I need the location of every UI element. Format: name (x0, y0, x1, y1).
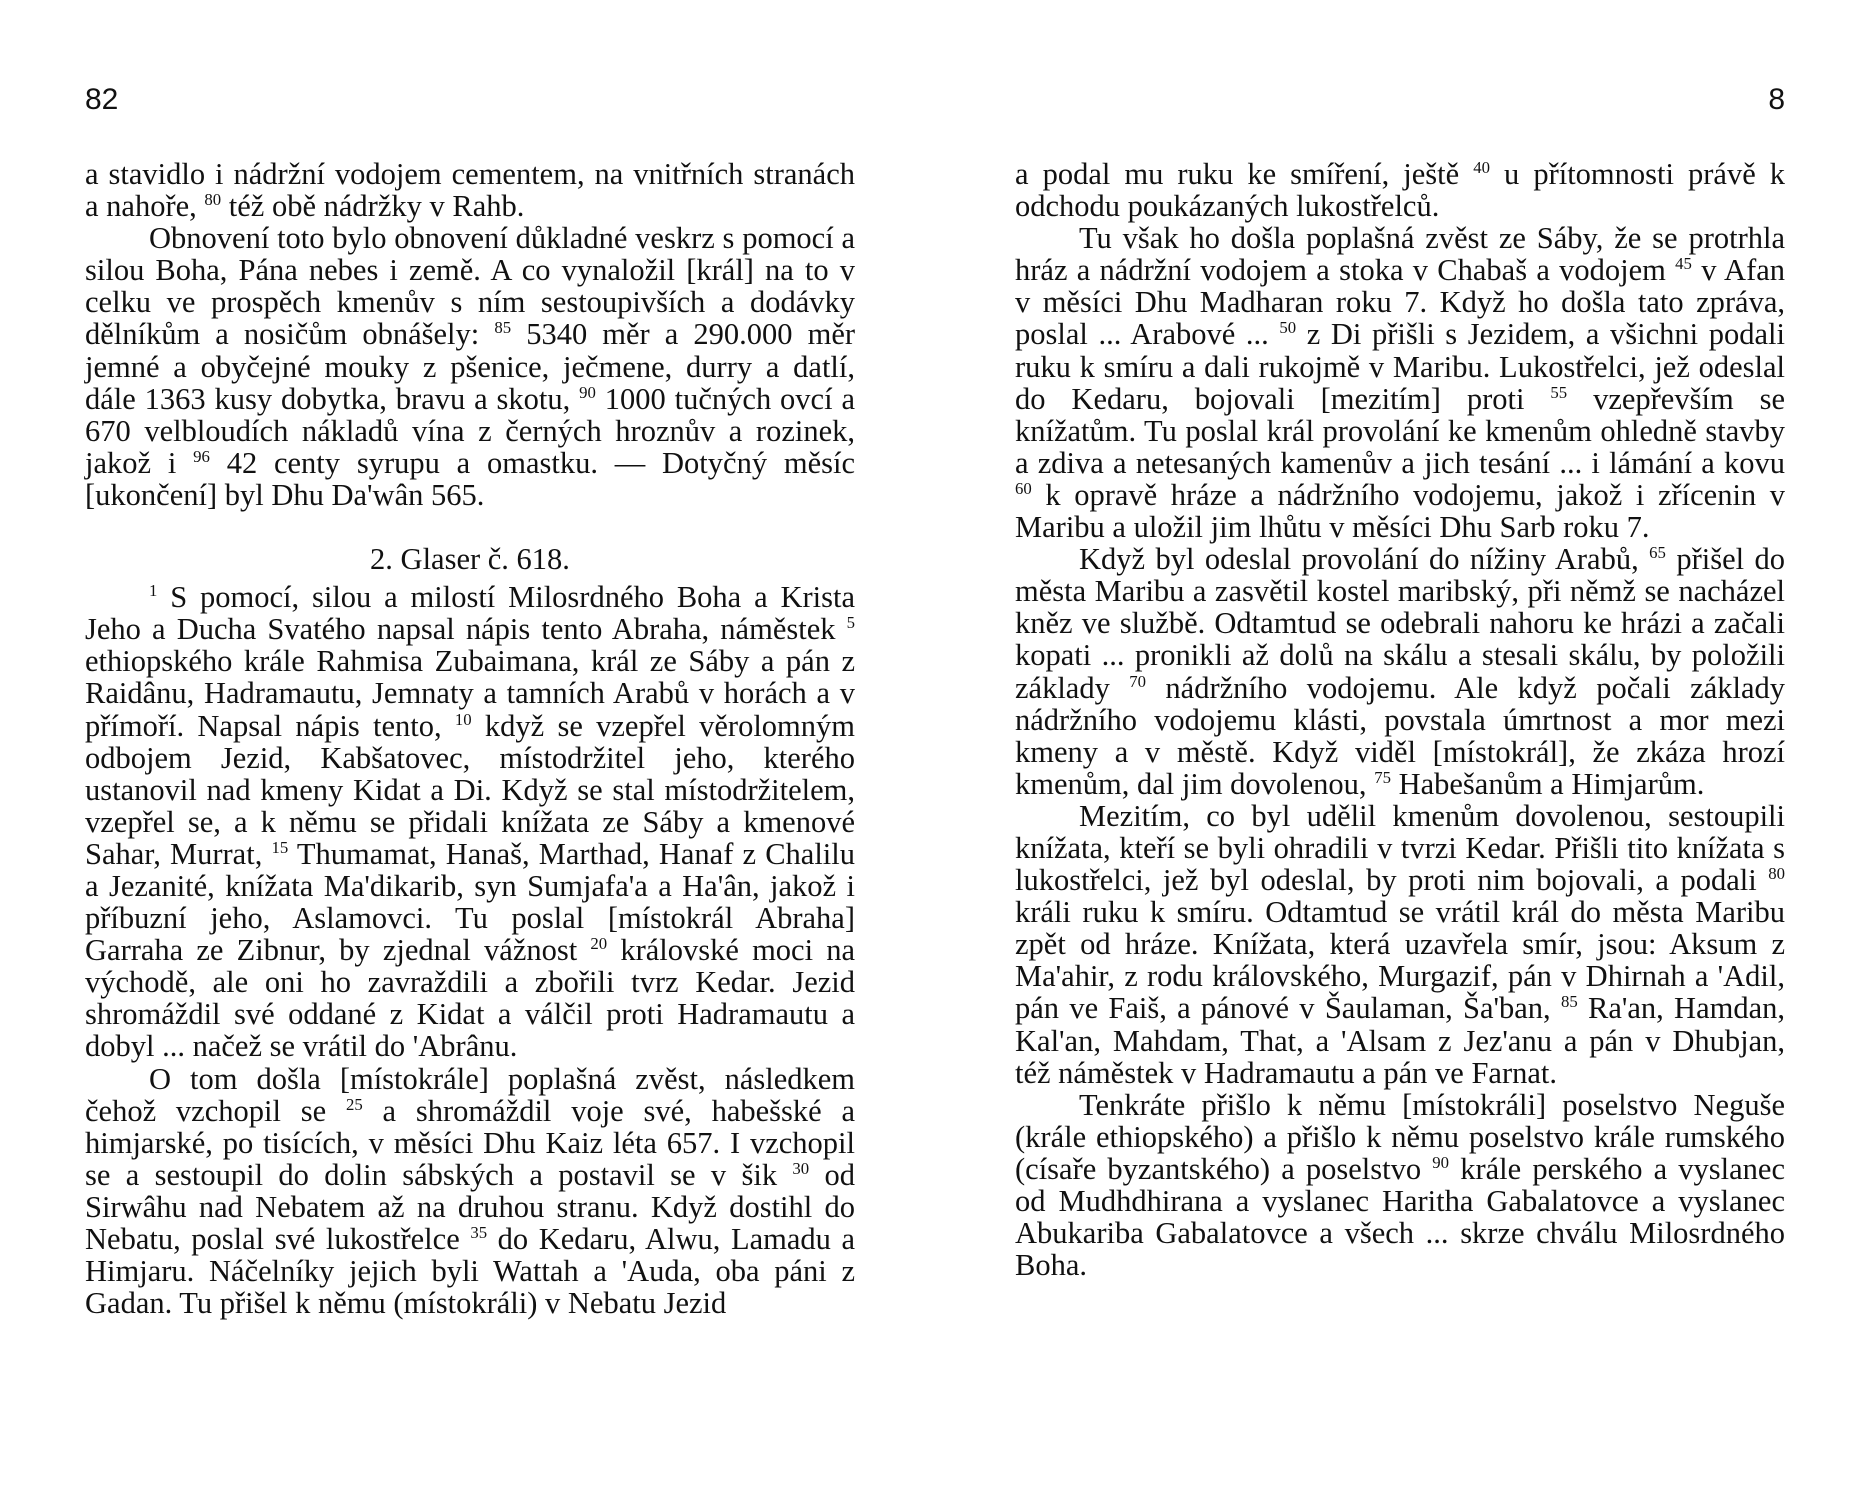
line-marker: 1 (149, 580, 158, 600)
line-marker: 45 (1675, 254, 1692, 274)
line-marker: 50 (1279, 318, 1297, 338)
page-number-right: 8 (1768, 83, 1785, 116)
line-marker: 40 (1473, 157, 1490, 177)
paragraph: Tenkráte přišlo k němu [místokráli] poselstvo Neguše (krále ethiopského) a přišlo k němu poselstvo krále rumského (císaře byzantského) a poselstvo $^{90}$ krále perského a vyslanec od Mudhdhirana a vyslanec Haritha Gabalatovce a vyslanec Abukariba Gabalatovce a všech ... skrze chválu Milosrdného Boha. (1015, 1087, 1786, 1283)
section-heading: 2. Glaser č. 618. (370, 542, 570, 577)
line-marker: 35 (470, 1222, 488, 1242)
line-marker: 65 (1649, 542, 1666, 562)
paragraph: a podal mu ruku ke smíření, ještě $^{40}$ u přítomnosti právě k odchodu poukázaných lukostřelců. (1015, 157, 1786, 224)
line-marker: 96 (193, 446, 210, 466)
line-marker: 15 (271, 837, 289, 857)
line-marker: 85 (494, 318, 512, 338)
right-text-column (1015, 158, 1785, 1281)
line-marker: 10 (454, 709, 472, 729)
line-marker: 55 (1550, 382, 1568, 402)
paragraph: Tu však ho došla poplašná zvěst ze Sáby, že se protrhla hráz a nádržní vodojem a stoka v Chabaš a vodojem $^{45}$ v Afan v měsíci Dhu Madharan roku 7. Když ho došla tato zpráva, poslal ... Arabové ... $^{50}$ z Di přišli s Jezidem, a všichni podali ruku k smíru a dali rukojmě v Maribu. Lukostřelci, jež odeslal do Kedaru, bojovali [mezitím] proti $^{55}$ vzepřevším se knížatům. Tu poslal král provolání ke kmenům ohledně stavby a zdiva a netesaných kamenův a jich tesání ... i lámání a kovu $^{60}$ k opravě hráze a nádržního vodojemu, jakož i zřícenin v Maribu a uložil jim lhůtu v měsíci Dhu Sarb roku 7. (1015, 221, 1786, 545)
line-marker: 85 (1560, 992, 1578, 1012)
line-marker: 75 (1374, 767, 1391, 787)
line-marker: 20 (590, 934, 608, 953)
paragraph: Když byl odeslal provolání do nížiny Arabů, $^{65}$ přišel do města Maribu a zasvětil kostel maribský, při němž se nacházel kněz ve službě. Odtamtud se odebrali nahoru ke hrázi a začali kopati ... pronikli až dolů na skálu a stesali skálu, by položili základy $^{70}$ nádržního vodojemu. Ale když počali základy nádržního vodojemu klásti, povstala úmrtnost a mor mezi kmeny a v městě. Když viděl [místokrál], že zkáza hrozí kmenům, dal jim dovolenou, $^{75}$ Habešanům a Himjarům. (1015, 542, 1786, 801)
line-marker: 90 (1432, 1152, 1450, 1172)
line-marker: 25 (345, 1094, 363, 1114)
page-number-left: 82 (85, 83, 119, 116)
paragraph: O tom došla [místokrále] poplašná zvěst, následkem čehož vzchopil se $^{25}$ a shromáždil voje své, habešské a himjarské, po tisících, v měsíci Dhu Kaiz léta 657. I vzchopil se a sestoupil do dolin sábských a postavil se v šik $^{30}$ od Sirwâhu nad Nebatem až na druhou stranu. Když dostihl do Nebatu, poslal své lukostřelce $^{35}$ do Kedaru, Alwu, Lamadu a Himjaru. Náčelníky jejich byli Wattah a 'Auda, oba páni z Gadan. Tu přišel k němu (místokráli) v Nebatu Jezid (85, 1061, 856, 1321)
line-marker: 70 (1129, 671, 1147, 691)
left-page (85, 0, 855, 1500)
line-marker: 90 (579, 382, 596, 402)
line-marker: 5 (846, 613, 856, 633)
paragraph: $^1$ S pomocí, silou a milostí Milosrdného Boha a Krista Jeho a Ducha Svatého napsal nápis tento Abraha, náměstek $^5$ ethiopského krále Rahmisa Zubaimana, král ze Sáby a pán z Raidânu, Hadramautu, Jemnaty a tamních Arabů v horách a v přímoří. Napsal nápis tento, $^{10}$ když se vzepřel věrolomným odbojem Jezid, Kabšatovec, místodržitel jeho, kterého ustanovil nad kmeny Kidat a Di. Když se stal místodržitelem, vzepřel se, a k němu se přidali knížata ze Sáby a kmenové Sahar, Murrat, $^{15}$ Thumamat, Hanaš, Marthad, Hanaf z Chalilu a Jezanité, knížata Ma'dikarib, syn Sumjafa'a a Ha'ân, jakož i příbuzní jeho, Aslamovci. Tu poslal [místokrál Abraha] Garraha ze Zibnur, by zjednal vážnost $^{20}$ královské moci na východě, ale oni ho zavraždili a zbořili tvrz Kedar. Jezid shromáždil své oddané z Kidat a válčil proti Hadramautu a dobyl ... načež se vrátil do 'Abrânu. (85, 580, 856, 1064)
line-marker: 60 (1015, 478, 1032, 498)
paragraph: Obnovení toto bylo obnovení důkladné veskrz s pomocí a silou Boha, Pána nebes i země. A co vynaložil [král] na to v celku ve prospěch kmenův s ním sestoupivších a dodávky dělníkům a nosičům obnášely: $^{85}$ 5340 měr a 290.000 měr jemné a obyčejné mouky z pšenice, ječmene, durry a datlí, dále 1363 kusy dobytka, bravu a skotu, $^{90}$ 1000 tučných ovcí a 670 velbloudích nákladů vína z černých hroznův a rozinek, jakož i $^{96}$ 42 centy syrupu a omastku. — Dotyčný měsíc [ukončení] byl Dhu Da'wân 565. (85, 221, 856, 512)
line-marker: 80 (1768, 863, 1785, 883)
paragraph: Mezitím, co byl udělil kmenům dovolenou, sestoupili knížata, kteří se byli ohradili v tvrzi Kedar. Přišli tito knížata s lukostřelci, jež byl odeslal, by proti nim bojovali, a podali $^{80}$ králi ruku k smíru. Odtamtud se vrátil král do města Maribu zpět od hráze. Knížata, která uzavřela smír, jsou: Aksum z Ma'ahir, z rodu královského, Murgazif, pán v Dhirnah a 'Adil, pán ve Faiš, a pánové v Šaulaman, Ša'ban, $^{85}$ Ra'an, Hamdan, Kal'an, Mahdam, That, a 'Alsam z Jez'anu a pán v Dhubjan, též náměstek v Hadramautu a pán ve Farnat. (1015, 798, 1785, 1090)
line-marker: 80 (204, 189, 222, 209)
left-text-column (85, 158, 855, 1319)
right-page (1015, 0, 1785, 1500)
paragraph: a stavidlo i nádržní vodojem cementem, na vnitřních stranách a nahoře, $^{80}$ též obě nádržky v Rahb. (85, 157, 855, 224)
line-marker: 30 (792, 1158, 810, 1178)
